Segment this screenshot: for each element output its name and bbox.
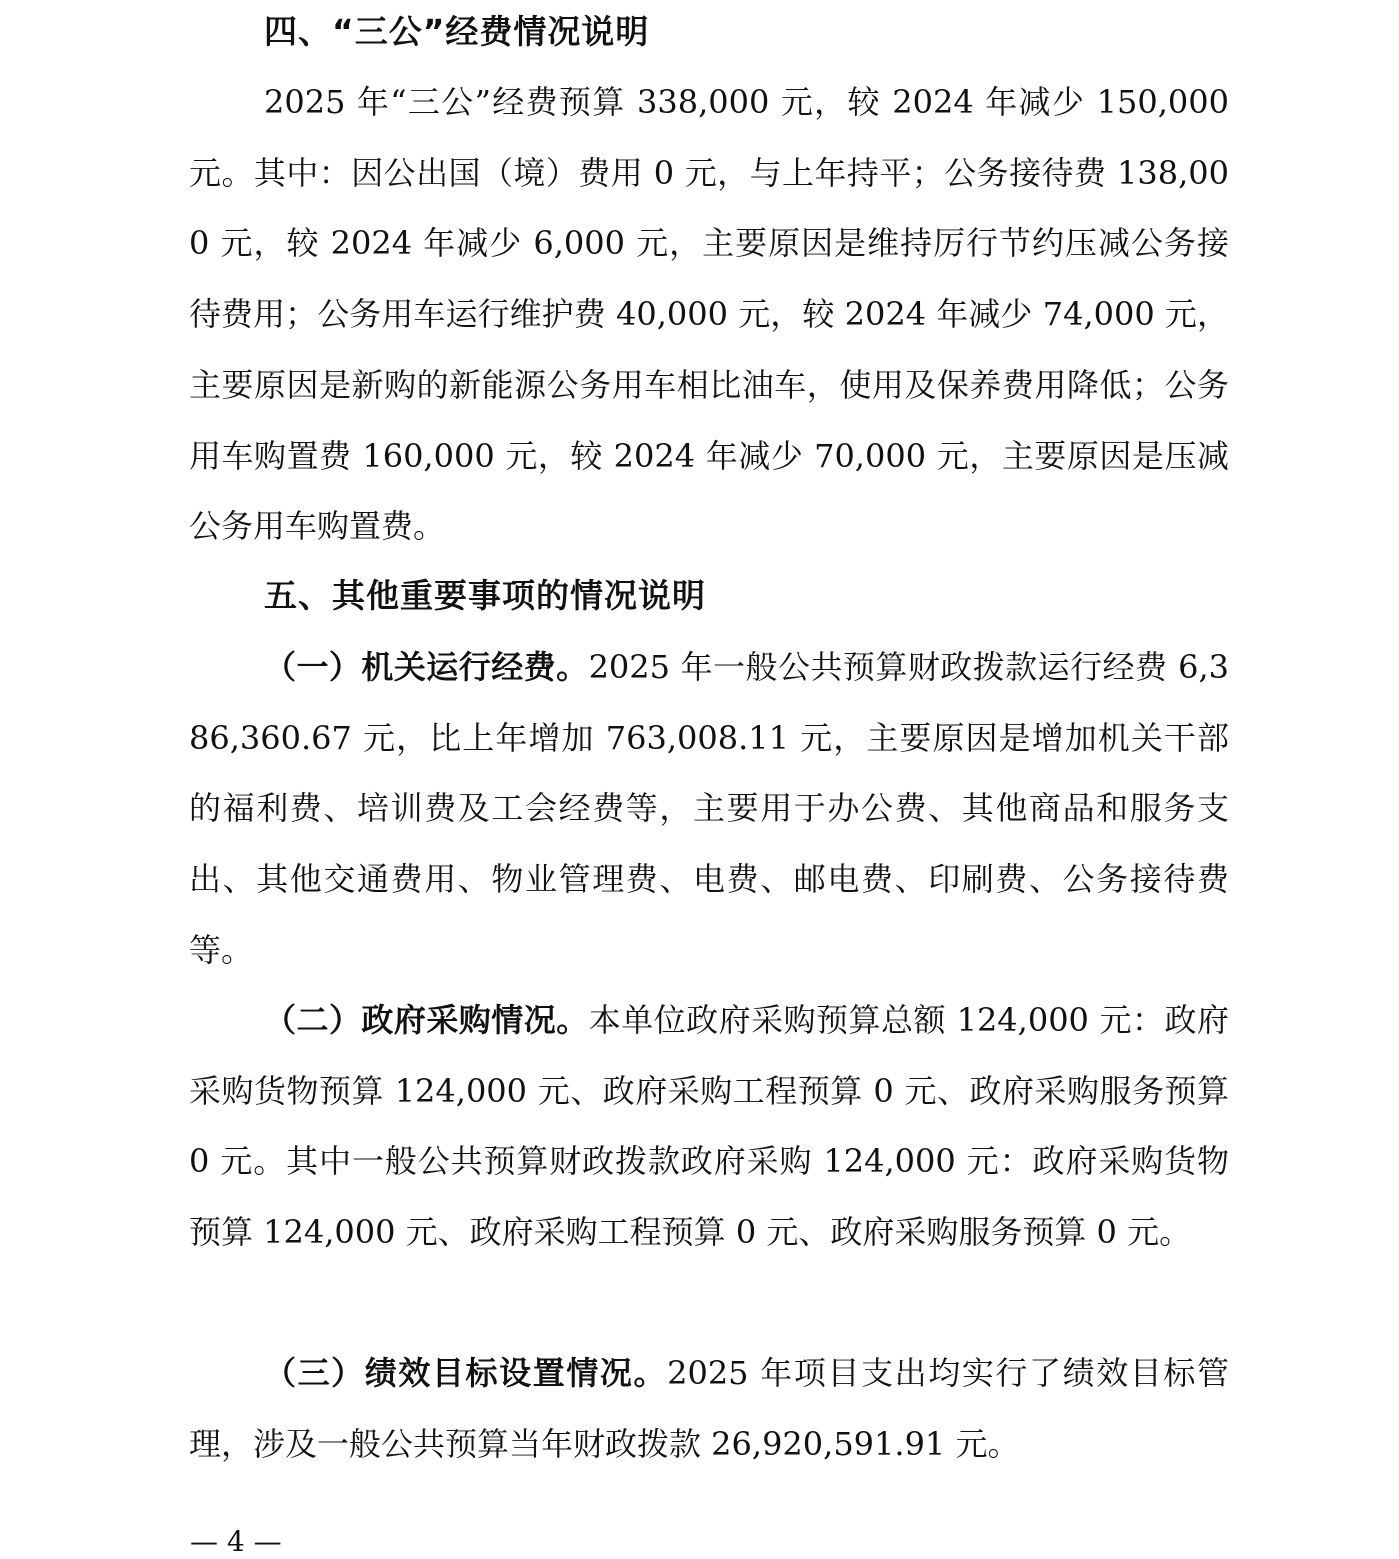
item-2-title: （二）政府采购情况。 xyxy=(264,1001,589,1039)
section-5-item-2 xyxy=(189,985,1229,1268)
page-number: — 4 — xyxy=(190,1525,282,1558)
section-4-paragraph: 2025 年“三公”经费预算 338,000 元，较 2024 年减少 150,000 元。其中：因公出国（境）费用 0 元，与上年持平；公务接待费 138,000 元，较 2024 年减少 6,000 元，主要原因是维持厉行节约压减公务接待费用；公务用车运行维护费 40,000 元，较 2024 年减少 74,000 元，主要原因是新购的新能源公务用车相比油车，使用及保养费用降低；公务用车购置费 160,000 元，较 2024 年减少 70,000 元，主要原因是压减公务用车购置费。 xyxy=(189,83,1229,546)
section-4-heading: 四、“三公”经费情况说明 xyxy=(264,12,650,51)
section-5-heading: 五、其他重要事项的情况说明 xyxy=(264,576,706,615)
section-5-item-3 xyxy=(189,1338,1229,1479)
item-3-text: 2025 年项目支出均实行了绩效目标管理，涉及一般公共预算当年财政拨款 26,920,591.91 元。 xyxy=(189,1354,1229,1463)
item-1-title: （一）机关运行经费。 xyxy=(264,648,589,686)
item-2-text: 本单位政府采购预算总额 124,000 元：政府采购货物预算 124,000 元、政府采购工程预算 0 元、政府采购服务预算 0 元。其中一般公共预算财政拨款政府采购 124,000 元：政府采购货物预算 124,000 元、政府采购工程预算 0 元、政府采购服务预算 0 元。 xyxy=(189,1001,1229,1252)
item-1-text: 2025 年一般公共预算财政拨款运行经费 6,386,360.67 元，比上年增加 763,008.11 元，主要原因是增加机关干部的福利费、培训费及工会经费等，主要用于办公费、其他商品和服务支出、其他交通费用、物业管理费、电费、邮电费、印刷费、公务接待费等。 xyxy=(189,648,1229,969)
item-3-title: （三）绩效目标设置情况。 xyxy=(264,1354,668,1392)
section-5-item-1 xyxy=(189,632,1229,986)
